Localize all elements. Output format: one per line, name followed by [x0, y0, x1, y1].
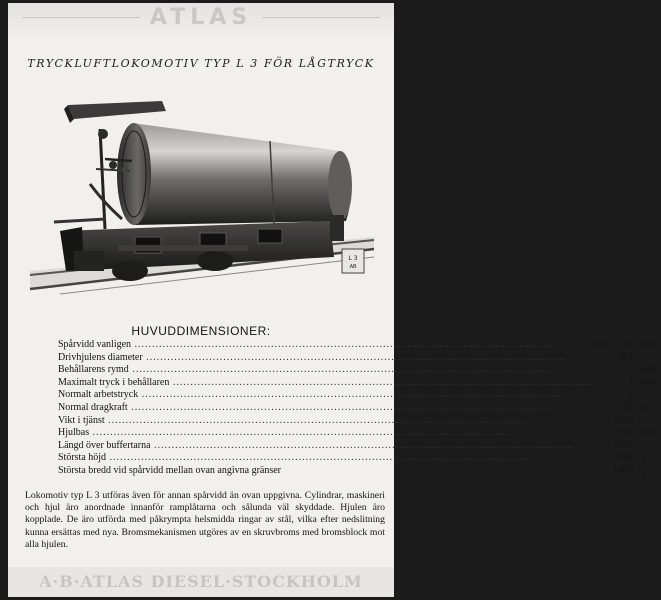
dimension-label: Behållarens rymd ........................................................................................................................ — [58, 364, 553, 376]
locomotive-photo — [30, 89, 374, 311]
dimension-unit: „ — [640, 414, 646, 426]
dimension-row — [58, 352, 661, 365]
dimension-row — [58, 415, 661, 428]
dimension-unit: „ — [640, 439, 646, 451]
dimension-row — [58, 440, 661, 453]
dimension-unit: „ — [640, 389, 646, 401]
dimension-unit: kbm. — [640, 364, 661, 376]
dimension-value: 3200 — [612, 414, 633, 426]
dimension-value: 4225 — [612, 439, 633, 451]
section-heading: HUVUDDIMENSIONER: — [131, 324, 271, 338]
dimension-value: 215 — [617, 401, 633, 413]
dimension-row — [58, 377, 661, 390]
dimension-unit: „ — [640, 452, 646, 464]
footer-banner — [8, 567, 394, 597]
description-paragraph: Lokomotiv typ L 3 utföras även för annan spårvidd än ovan uppgivna. Cylindrar, maskineri och hjul äro anordnade innanför ramplåtarna och sålunda väl skyddade. Hjulen äro kopplade. De äro utförda med påkrympta helsmidda ringar av stål, vilka efter nedslitning kunna ersättas med nya. Bromsmekanismen utgöres av en skruvbroms med bromsblock mot alla hjulen. — [25, 490, 385, 550]
dimension-row — [58, 452, 661, 465]
catalog-page — [8, 3, 661, 597]
dimension-value: 600—750 — [592, 339, 633, 350]
dimension-row — [58, 427, 661, 440]
dimension-label: Längd över buffertarna ........................................................................................................................ — [58, 439, 575, 451]
dimension-unit: mm. — [640, 339, 659, 350]
dimension-row — [58, 339, 661, 352]
document-title: TRYCKLUFTLOKOMOTIV TYP L 3 FÖR LÅGTRYCK — [27, 57, 375, 70]
dimension-row — [58, 402, 661, 415]
dimension-value: 4,5 — [620, 364, 633, 376]
dimension-label: Maximalt tryck i behållaren ........................................................................................................................ — [58, 376, 593, 388]
dimension-label: Spårvidd vanligen ........................................................................................................................ — [58, 339, 555, 350]
dimension-label: Största höjd ........................................................................................................................ — [58, 452, 530, 464]
dimension-unit: mm. — [640, 427, 659, 439]
footer-brand: A·B·ATLAS DIESEL·STOCKHOLM — [39, 572, 363, 591]
svg-text:AB: AB — [349, 264, 357, 270]
dimension-label: Vikt i tjänst ........................................................................................................................ — [58, 414, 529, 426]
dimension-row — [58, 364, 661, 377]
dimension-value: 1980 — [612, 452, 633, 464]
dimension-value: 3 — [627, 389, 633, 401]
dimension-unit: „ — [640, 351, 646, 363]
dimension-label: Största bredd vid spårvidd mellan ovan angivna gränser — [58, 464, 281, 476]
svg-text:L 3: L 3 — [348, 255, 358, 262]
dimension-value: 7 — [627, 376, 633, 388]
dimension-unit: „ — [640, 464, 646, 476]
dimension-value: 950 — [617, 427, 633, 439]
dimension-unit: kg. — [640, 401, 654, 413]
dimension-value: 454 — [617, 351, 633, 363]
header-banner — [8, 3, 394, 37]
dimension-value: 1400 — [612, 464, 633, 476]
header-brand: ATLAS — [149, 5, 253, 30]
dimension-label: Drivhjulens diameter ........................................................................................................................ — [58, 351, 567, 363]
dimension-row — [58, 465, 661, 478]
dimension-row — [58, 389, 661, 402]
dimension-label: Normal dragkraft ........................................................................................................................ — [58, 401, 552, 413]
dimension-label: Hjulbas ........................................................................................................................ — [58, 427, 513, 439]
dimension-label: Normalt arbetstryck ........................................................................................................................ — [58, 389, 562, 401]
dimensions-table — [58, 339, 661, 478]
dimension-unit: atm. — [640, 376, 659, 388]
